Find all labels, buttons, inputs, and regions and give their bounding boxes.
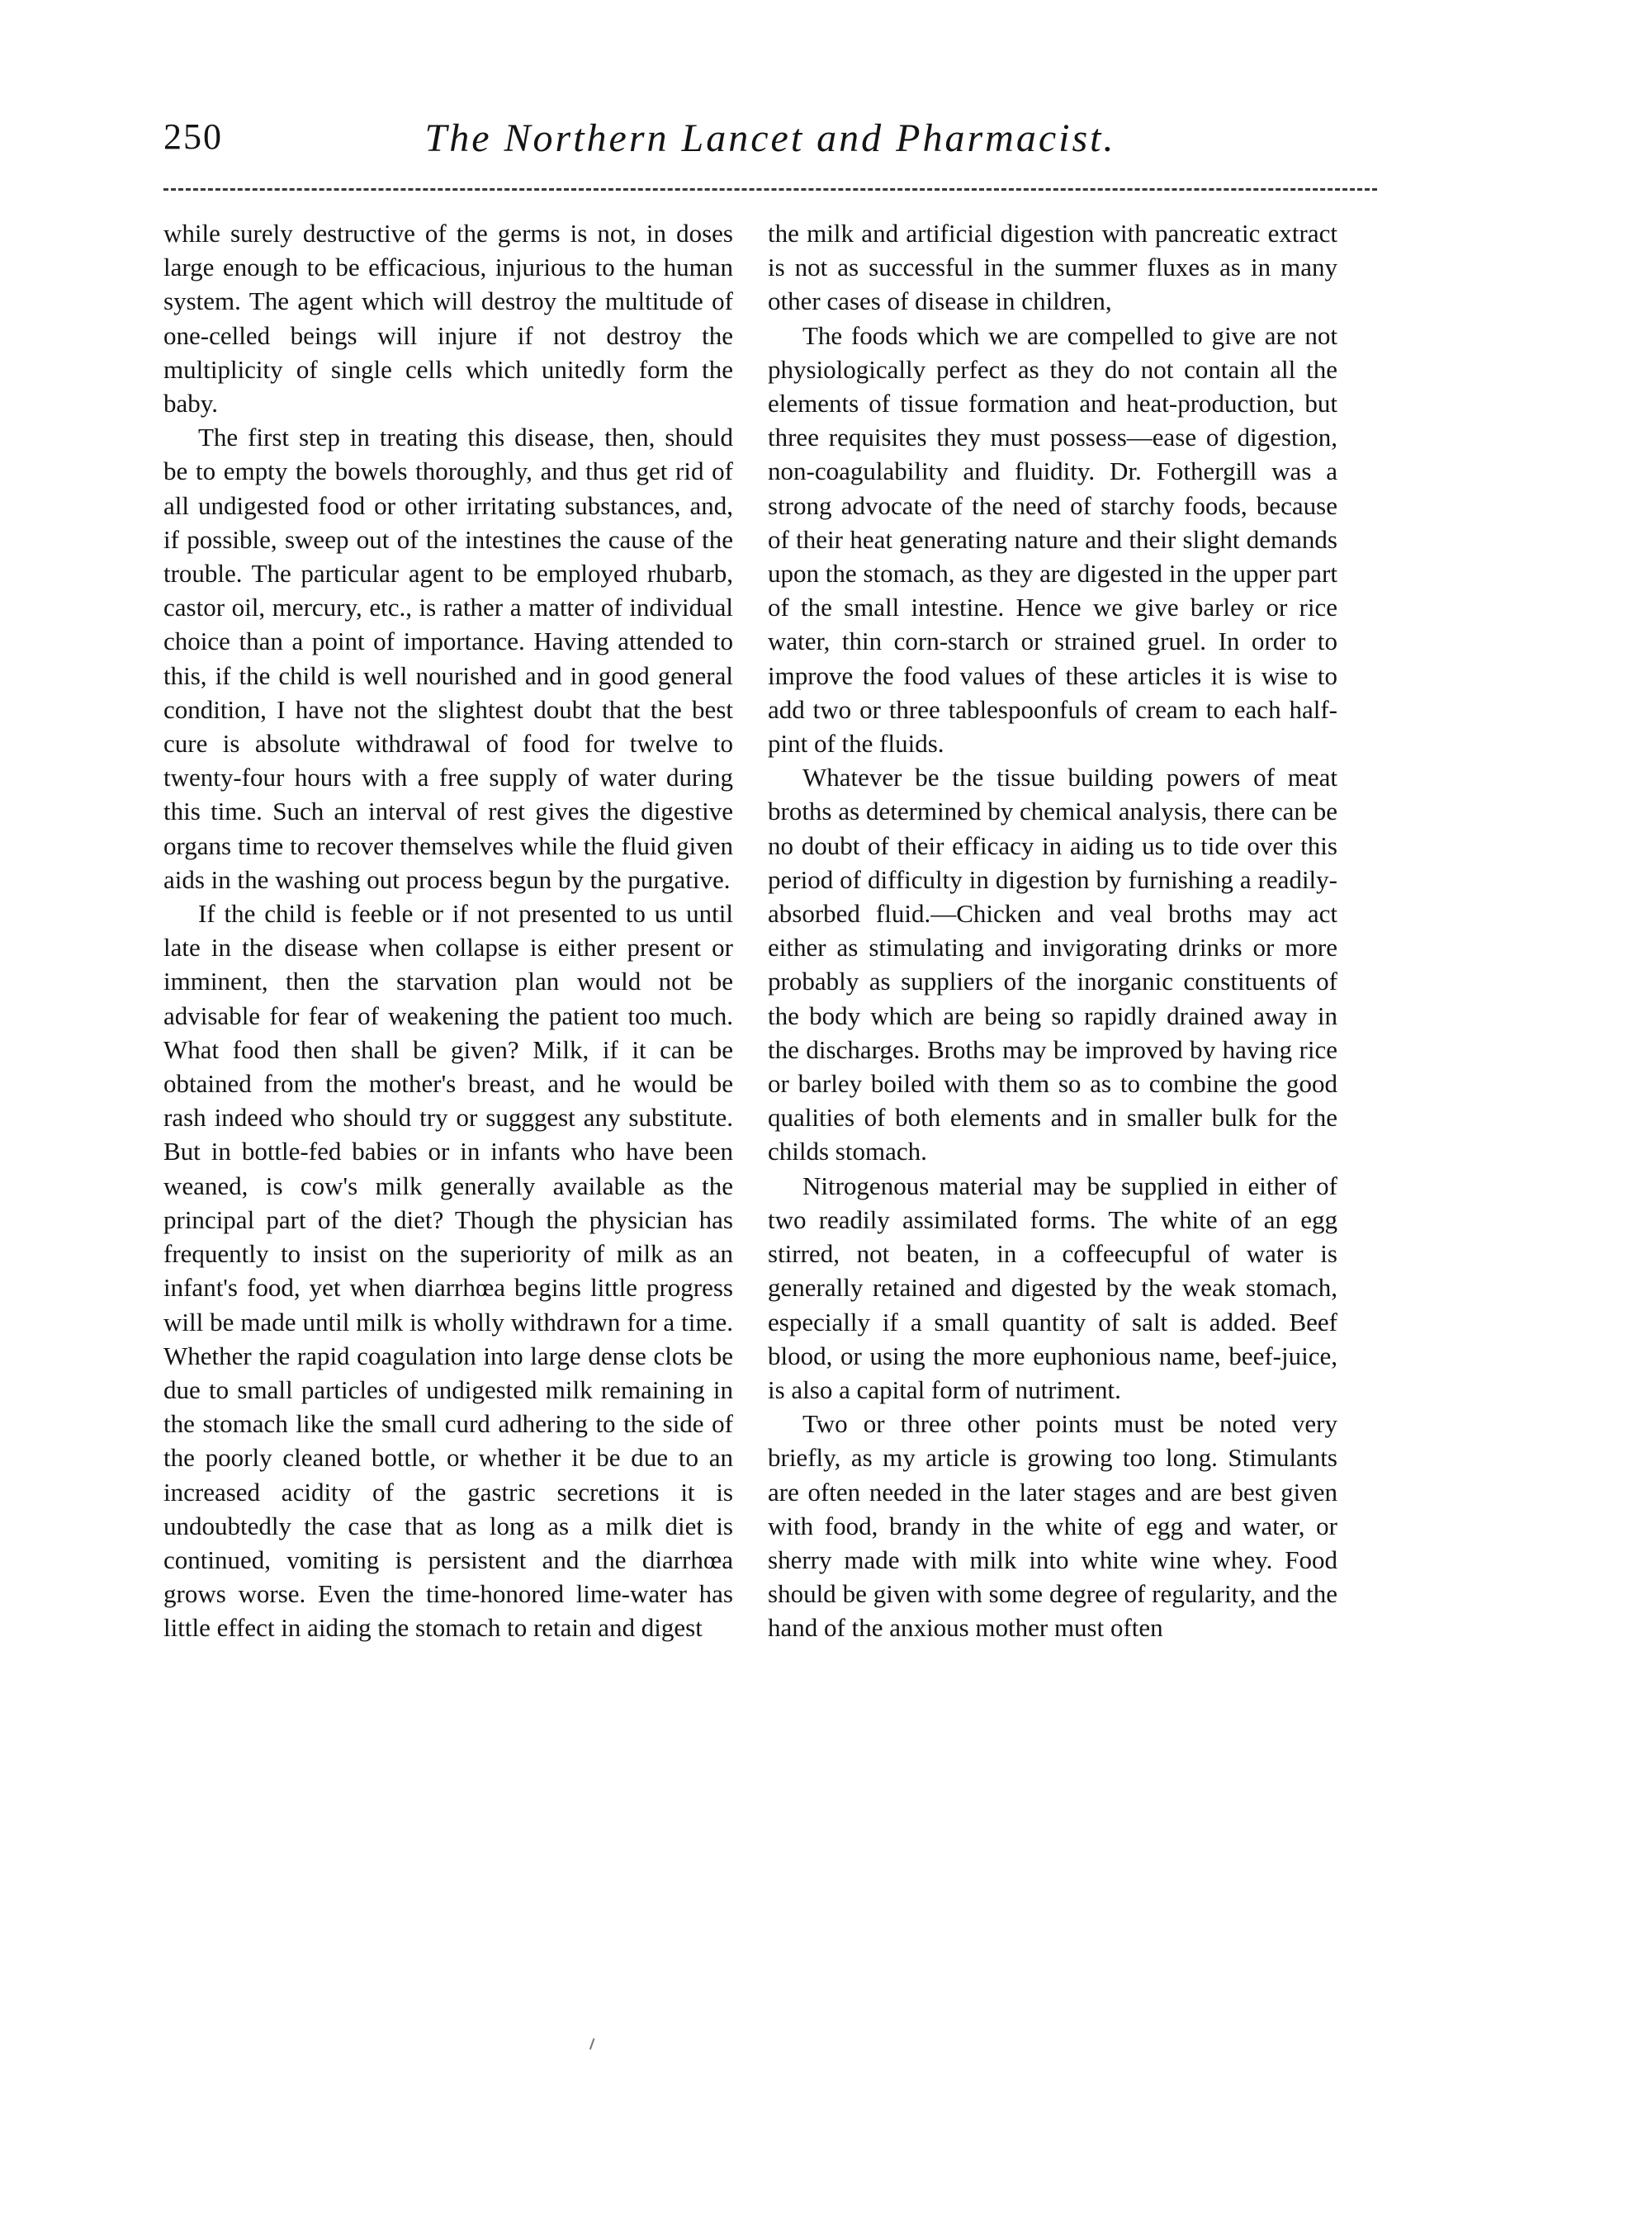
paragraph: while surely destructive of the germs is not, in doses large enough to be efficacious, injurious to the human system. The agent which will destroy the multitude of one-celled beings will injure if not destroy the multiplicity of single cells which unitedly form the baby. bbox=[163, 219, 733, 419]
paragraph: The first step in treating this disease, then, should be to empty the bowels thoroughly, and thus get rid of all undigested food or other irritating substances, and, if possible, sweep out of the intestines the cause of the trouble. The particular agent to be employed rhubarb, castor oil, mercury, etc., is rather a matter of individual choice than a point of importance. Having attended to this, if the child is well nourished and in good general condition, I have not the slightest doubt that the best cure is absolute withdrawal of food for twelve to twenty-four hours with a free supply of water during this time. Such an interval of rest gives the digestive organs time to recover themselves while the fluid given aids in the washing out process begun by the purgative. bbox=[163, 423, 733, 894]
header-rule bbox=[163, 188, 1377, 191]
left-column bbox=[163, 216, 733, 1645]
paragraph: If the child is feeble or if not presented to us until late in the disease when collapse is either present or imminent, then the starvation plan would not be advisable for fear of weakening the patient too much. What food then shall be given? Milk, if it can be obtained from the mother's breast, and he would be rash indeed who should try or sugggest any substitute. But in bottle-fed babies or in infants who have been weaned, is cow's milk generally available as the principal part of the diet? Though the physician has frequently to insist on the superiority of milk as an infant's food, yet when diarrhœa begins little progress will be made until milk is wholly withdrawn for a time. Whether the rapid coagulation into large dense clots be due to small particles of undigested milk remaining in the stomach like the small curd adhering to the side of the poorly cleaned bottle, or whether it be due to an increased acidity of the gastric secretions it is undoubtedly the case that as long as a milk diet is continued, vomiting is persistent and the diarrhœa grows worse. Even the time-honored lime-water has little effect in aiding the stomach to retain and digest bbox=[163, 899, 733, 1643]
paragraph: Whatever be the tissue building powers of meat broths as determined by chemical analysis, there can be no doubt of their efficacy in aiding us to tide over this period of difficulty in digestion by furnishing a readily-absorbed fluid.—Chicken and veal broths may act either as stimulating and invigorating drinks or more probably as suppliers of the inorganic constituents of the body which are being so rapidly drained away in the discharges. Broths may be improved by having rice or barley boiled with them so as to combine the good qualities of both elements and in smaller bulk for the childs stomach. bbox=[768, 763, 1337, 1166]
page-header bbox=[163, 116, 1377, 165]
paragraph: Nitrogenous material may be supplied in either of two readily assimilated forms. The white of an egg stirred, not beaten, in a coffeecupful of water is generally retained and digested by the weak stomach, especially if a small quantity of salt is added. Beef blood, or using the more euphonious name, beef-juice, is also a capital form of nutriment. bbox=[768, 1171, 1337, 1404]
paragraph: The foods which we are compelled to give are not physiologically perfect as they do not contain all the elements of tissue formation and heat-production, but three requisites they must possess—ease of digestion, non-coagulability and fluidity. Dr. Fothergill was a strong advocate of the need of starchy foods, because of their heat generating nature and their slight demands upon the stomach, as they are digested in the upper part of the small intestine. Hence we give barley or rice water, thin corn-starch or strained gruel. In order to improve the food values of these articles it is wise to add two or three tablespoonfuls of cream to each half-pint of the fluids. bbox=[768, 320, 1337, 759]
page-number: 250 bbox=[163, 116, 223, 157]
paragraph: Two or three other points must be noted very briefly, as my article is growing too long. Stimulants are often needed in the later stages and are best given with food, brandy in the white of egg and water, or sherry made with milk into white wine whey. Food should be given with some degree of regularity, and the hand of the anxious mother must often bbox=[768, 1409, 1337, 1643]
paragraph: the milk and artificial digestion with pancreatic extract is not as successful in the summer fluxes as in many other cases of disease in children, bbox=[768, 219, 1337, 316]
scan-speck bbox=[589, 2038, 599, 2051]
right-column bbox=[768, 216, 1337, 1645]
running-title: The Northern Lancet and Pharmacist. bbox=[424, 116, 1116, 160]
